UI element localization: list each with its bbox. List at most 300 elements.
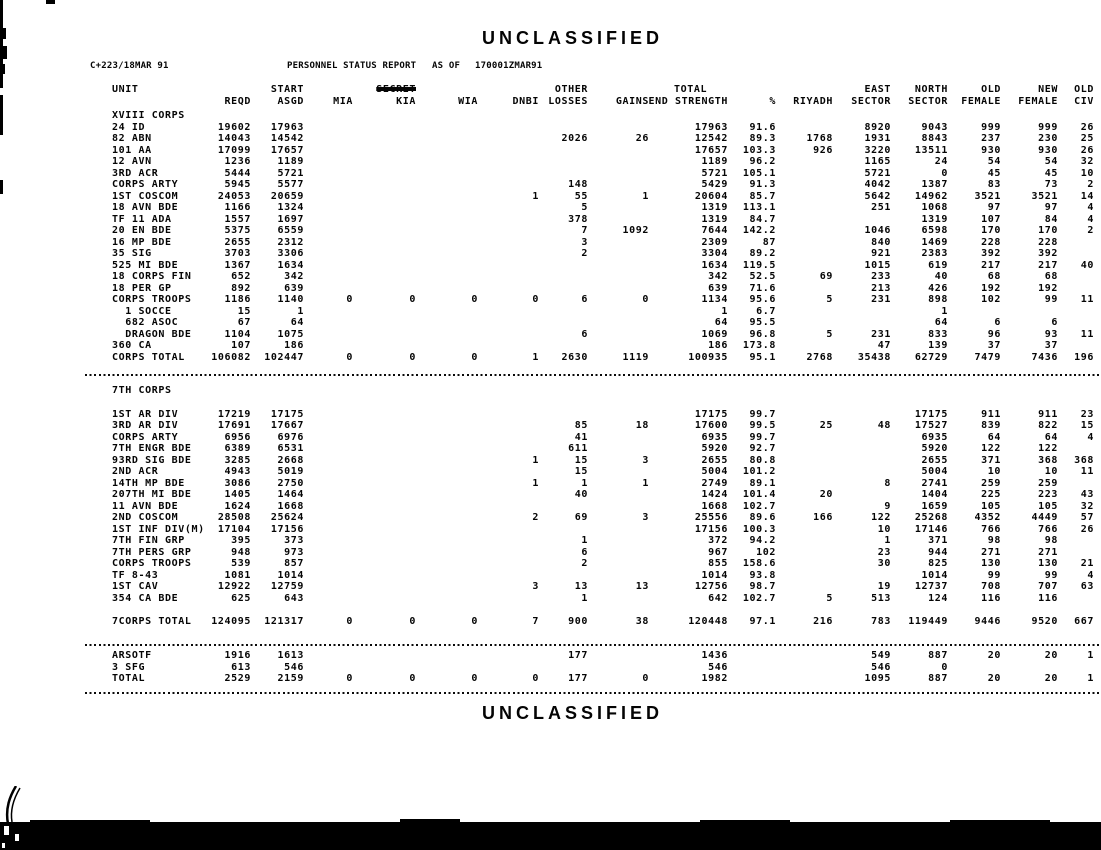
cell-pct: 91.6 — [749, 121, 776, 133]
cell-end: 2749 — [701, 477, 728, 489]
column-header-top-oldf: OLD — [981, 84, 1001, 95]
cell-end: 967 — [708, 546, 728, 558]
cell-asgd: 1140 — [277, 294, 304, 305]
cell-oldciv: 26 — [1080, 144, 1094, 156]
cell-unit: 18 AVN BDE — [112, 202, 179, 213]
cell-east: 10 — [877, 523, 891, 535]
cell-asgd: 1464 — [277, 489, 304, 500]
cell-end: 25556 — [694, 512, 728, 523]
cell-oldf: 228 — [981, 236, 1001, 248]
cell-north: 6935 — [921, 431, 948, 443]
cell-north: 426 — [928, 282, 948, 294]
scan-artifact — [4, 826, 9, 835]
column-header-east: SECTOR — [851, 95, 891, 107]
cell-oldf: 105 — [981, 500, 1001, 512]
cell-pct: 101.2 — [742, 466, 776, 477]
cell-oldf: 116 — [981, 592, 1001, 604]
scan-artifact — [0, 28, 6, 39]
cell-unit: 2ND COSCOM — [112, 512, 179, 523]
cell-end: 17963 — [694, 121, 728, 133]
cell-reqd: 2655 — [224, 236, 251, 248]
cell-end: 1982 — [701, 673, 728, 684]
cell-oldf: 708 — [981, 581, 1001, 592]
cell-oldciv: 667 — [1074, 615, 1094, 627]
cell-oldciv: 10 — [1080, 167, 1094, 179]
cell-end: 17156 — [694, 523, 728, 535]
cell-reqd: 1367 — [224, 259, 251, 271]
cell-north: 2655 — [921, 454, 948, 466]
column-header-top-oldciv: OLD — [1074, 84, 1094, 95]
cell-oldf: 839 — [981, 420, 1001, 431]
cell-dnbi: 1 — [532, 477, 539, 489]
cell-dnbi: 1 — [532, 351, 539, 363]
cell-gains: 0 — [642, 294, 649, 305]
cell-oldf: 68 — [987, 271, 1001, 282]
cell-oldf: 237 — [981, 133, 1001, 144]
cell-reqd: 1186 — [224, 294, 251, 305]
cell-dnbi: 0 — [532, 294, 539, 305]
cell-unit: 7CORPS TOTAL — [112, 615, 192, 627]
cell-reqd: 3285 — [224, 454, 251, 466]
cell-unit: 3RD AR DIV — [112, 420, 179, 431]
cell-end: 3304 — [701, 248, 728, 259]
cell-riyadh: 1768 — [806, 133, 833, 144]
cell-reqd: 3703 — [224, 248, 251, 259]
cell-gains: 1 — [642, 190, 649, 202]
cell-north: 1469 — [921, 236, 948, 248]
column-header-oldciv: CIV — [1074, 95, 1094, 107]
cell-oldf: 225 — [981, 489, 1001, 500]
cell-end: 5920 — [701, 443, 728, 454]
cell-oldciv: 15 — [1080, 420, 1094, 431]
cell-dnbi: 1 — [532, 454, 539, 466]
cell-end: 20604 — [694, 190, 728, 202]
cell-newf: 4449 — [1031, 512, 1058, 523]
cell-oldf: 54 — [987, 156, 1001, 167]
cell-asgd: 1668 — [277, 500, 304, 512]
cell-asgd: 14542 — [270, 133, 304, 144]
cell-asgd: 6976 — [277, 431, 304, 443]
cell-pct: 101.4 — [742, 489, 776, 500]
cell-riyadh: 25 — [819, 420, 833, 431]
cell-east: 1 — [884, 535, 891, 546]
cell-asgd: 2668 — [277, 454, 304, 466]
cell-reqd: 892 — [231, 282, 251, 294]
cell-oldf: 97 — [987, 202, 1001, 213]
cell-unit: 2ND ACR — [112, 466, 159, 477]
cell-north: 64 — [934, 317, 948, 328]
cell-newf: 217 — [1038, 259, 1058, 271]
cell-end: 186 — [708, 340, 728, 351]
cell-unit: 7TH ENGR BDE — [112, 443, 192, 454]
cell-asgd: 639 — [284, 282, 304, 294]
report-title: PERSONNEL STATUS REPORT — [287, 61, 417, 71]
cell-newf: 68 — [1044, 271, 1058, 282]
cell-pct: 95.5 — [749, 317, 776, 328]
cell-pct: 89.1 — [749, 477, 776, 489]
dotted-separator — [85, 374, 1101, 376]
cell-reqd: 2529 — [224, 673, 251, 684]
cell-end: 1069 — [701, 328, 728, 340]
cell-newf: 766 — [1038, 523, 1058, 535]
cell-gains: 13 — [635, 581, 649, 592]
cell-east: 30 — [877, 558, 891, 569]
classification-banner-bottom: UNCLASSIFIED — [481, 703, 663, 723]
cell-north: 17175 — [914, 408, 948, 420]
cell-unit: 207TH MI BDE — [112, 489, 192, 500]
cell-newf: 20 — [1044, 650, 1058, 661]
cell-north: 833 — [928, 328, 948, 340]
cell-end: 855 — [708, 558, 728, 569]
cell-losses: 2026 — [561, 133, 588, 144]
cell-end: 12542 — [694, 133, 728, 144]
cell-north: 944 — [928, 546, 948, 558]
cell-oldf: 217 — [981, 259, 1001, 271]
cell-unit: 682 ASOC — [112, 317, 179, 328]
scan-artifact — [2, 843, 5, 848]
cell-asgd: 102447 — [264, 351, 304, 363]
cell-reqd: 395 — [231, 535, 251, 546]
cell-newf: 7436 — [1031, 351, 1058, 363]
cell-newf: 73 — [1044, 179, 1058, 190]
cell-gains: 3 — [642, 512, 649, 523]
cell-losses: 41 — [574, 431, 588, 443]
cell-oldf: 271 — [981, 546, 1001, 558]
cell-riyadh: 5 — [826, 328, 833, 340]
cell-losses: 7 — [581, 225, 588, 236]
cell-oldciv: 32 — [1080, 156, 1094, 167]
column-header-end: END STRENGTH — [648, 95, 728, 107]
cell-unit: DRAGON BDE — [112, 328, 192, 340]
cell-losses: 2 — [581, 558, 588, 569]
cell-end: 1134 — [701, 294, 728, 305]
cell-oldciv: 11 — [1080, 294, 1094, 305]
cell-asgd: 1014 — [277, 569, 304, 581]
cell-asgd: 342 — [284, 271, 304, 282]
cell-newf: 999 — [1038, 121, 1058, 133]
cell-east: 231 — [871, 328, 891, 340]
cell-pct: 99.7 — [749, 408, 776, 420]
cell-oldciv: 11 — [1080, 466, 1094, 477]
cell-kia: 0 — [409, 615, 416, 627]
column-header-wia: WIA — [458, 95, 478, 107]
cell-unit: 35 SIG — [112, 248, 152, 259]
cell-asgd: 1 — [297, 305, 304, 317]
cell-north: 887 — [928, 673, 948, 684]
cell-newf: 259 — [1038, 477, 1058, 489]
section-label: XVIII CORPS — [112, 110, 185, 121]
scan-artifact — [0, 95, 3, 135]
cell-reqd: 5444 — [224, 167, 251, 179]
cell-newf: 64 — [1044, 431, 1058, 443]
cell-reqd: 106082 — [211, 351, 251, 363]
cell-end: 5429 — [701, 179, 728, 190]
cell-newf: 105 — [1038, 500, 1058, 512]
cell-unit: 101 AA — [112, 144, 152, 156]
column-header-mia: MIA — [333, 95, 353, 107]
cell-losses: 3 — [581, 236, 588, 248]
cell-unit: 1ST CAV — [112, 581, 159, 592]
cell-end: 1668 — [701, 500, 728, 512]
cell-east: 4042 — [864, 179, 891, 190]
cell-losses: 15 — [574, 466, 588, 477]
cell-asgd: 643 — [284, 592, 304, 604]
cell-asgd: 6559 — [277, 225, 304, 236]
cell-reqd: 1081 — [224, 569, 251, 581]
cell-oldf: 392 — [981, 248, 1001, 259]
cell-unit: 82 ABN — [112, 133, 152, 144]
cell-reqd: 15 — [237, 305, 251, 317]
cell-riyadh: 2768 — [806, 351, 833, 363]
page-curl-artifact — [2, 786, 22, 826]
cell-end: 64 — [714, 317, 728, 328]
cell-pct: 94.2 — [749, 535, 776, 546]
cell-oldciv: 14 — [1080, 190, 1094, 202]
cell-newf: 9520 — [1031, 615, 1058, 627]
cell-losses: 69 — [574, 512, 588, 523]
cell-asgd: 373 — [284, 535, 304, 546]
cell-reqd: 107 — [231, 340, 251, 351]
cell-asgd: 6531 — [277, 443, 304, 454]
cell-mia: 0 — [346, 294, 353, 305]
cell-end: 1634 — [701, 259, 728, 271]
cell-east: 122 — [871, 512, 891, 523]
section-label: 7TH CORPS — [112, 385, 172, 396]
cell-end: 120448 — [688, 615, 728, 627]
cell-north: 8843 — [921, 133, 948, 144]
cell-unit: 525 MI BDE — [112, 259, 179, 271]
cell-east: 783 — [871, 615, 891, 627]
cell-reqd: 17691 — [217, 420, 251, 431]
cell-north: 139 — [928, 340, 948, 351]
cell-oldf: 64 — [987, 431, 1001, 443]
cell-asgd: 857 — [284, 558, 304, 569]
cell-pct: 92.7 — [749, 443, 776, 454]
cell-north: 825 — [928, 558, 948, 569]
column-header-pct: % — [769, 95, 776, 107]
cell-north: 17146 — [914, 523, 948, 535]
cell-oldf: 10 — [987, 466, 1001, 477]
column-header-unit: UNIT — [112, 84, 139, 95]
cell-reqd: 28508 — [217, 512, 251, 523]
column-header-dnbi: DNBI — [512, 95, 539, 107]
column-header-reqd: REQD — [224, 95, 251, 107]
cell-gains: 26 — [635, 133, 649, 144]
cell-oldf: 3521 — [974, 190, 1001, 202]
cell-wia: 0 — [471, 351, 478, 363]
cell-gains: 3 — [642, 454, 649, 466]
cell-north: 24 — [934, 156, 948, 167]
cell-asgd: 5721 — [277, 167, 304, 179]
cell-reqd: 17219 — [217, 408, 251, 420]
cell-end: 2655 — [701, 454, 728, 466]
cell-reqd: 3086 — [224, 477, 251, 489]
column-header-top-end: TOTAL — [674, 84, 708, 95]
cell-pct: 99.5 — [749, 420, 776, 431]
cell-losses: 40 — [574, 489, 588, 500]
cell-riyadh: 166 — [813, 512, 833, 523]
cell-north: 1404 — [921, 489, 948, 500]
cell-north: 1319 — [921, 213, 948, 225]
cell-losses: 900 — [568, 615, 588, 627]
cell-oldf: 911 — [981, 408, 1001, 420]
cell-asgd: 12759 — [270, 581, 304, 592]
cell-oldf: 37 — [987, 340, 1001, 351]
cell-end: 17657 — [694, 144, 728, 156]
column-header-riyadh: RIYADH — [793, 95, 833, 107]
cell-oldf: 20 — [987, 673, 1001, 684]
cell-reqd: 1166 — [224, 202, 251, 213]
cell-reqd: 1405 — [224, 489, 251, 500]
cell-north: 1 — [941, 305, 948, 317]
cell-north: 1014 — [921, 569, 948, 581]
cell-pct: 96.2 — [749, 156, 776, 167]
scan-artifact — [46, 0, 55, 4]
cell-north: 1387 — [921, 179, 948, 190]
cell-asgd: 17963 — [270, 121, 304, 133]
cell-losses: 55 — [574, 190, 588, 202]
cell-unit: 1ST COSCOM — [112, 190, 179, 202]
cell-asgd: 1324 — [277, 202, 304, 213]
scan-artifact — [400, 819, 460, 823]
cell-losses: 1 — [581, 535, 588, 546]
cell-pct: 91.3 — [749, 179, 776, 190]
cell-north: 13511 — [914, 144, 948, 156]
cell-east: 19 — [877, 581, 891, 592]
cell-losses: 2 — [581, 248, 588, 259]
cell-dnbi: 3 — [532, 581, 539, 592]
cell-unit: 12 AVN — [112, 156, 152, 167]
cell-newf: 230 — [1038, 133, 1058, 144]
cell-oldciv: 2 — [1087, 225, 1094, 236]
cell-east: 5721 — [864, 167, 891, 179]
cell-east: 8 — [884, 477, 891, 489]
cell-newf: 37 — [1044, 340, 1058, 351]
cell-newf: 392 — [1038, 248, 1058, 259]
cell-unit: 1ST AR DIV — [112, 408, 179, 420]
cell-pct: 93.8 — [749, 569, 776, 581]
cell-asgd: 20659 — [270, 190, 304, 202]
cell-end: 342 — [708, 271, 728, 282]
cell-losses: 611 — [568, 443, 588, 454]
cell-oldciv: 32 — [1080, 500, 1094, 512]
cell-riyadh: 926 — [813, 144, 833, 156]
cell-east: 47 — [877, 340, 891, 351]
cell-pct: 71.6 — [749, 282, 776, 294]
cell-newf: 54 — [1044, 156, 1058, 167]
cell-oldf: 9446 — [974, 615, 1001, 627]
cell-losses: 378 — [568, 213, 588, 225]
scan-artifact — [0, 46, 7, 59]
cell-newf: 99 — [1044, 294, 1058, 305]
cell-newf: 707 — [1038, 581, 1058, 592]
cell-reqd: 17104 — [217, 523, 251, 535]
cell-end: 7644 — [701, 225, 728, 236]
scan-artifact — [0, 0, 3, 88]
cell-north: 2741 — [921, 477, 948, 489]
as-of-value: 170001ZMAR91 — [475, 61, 543, 71]
cell-pct: 52.5 — [749, 271, 776, 282]
cell-newf: 122 — [1038, 443, 1058, 454]
cell-losses: 6 — [581, 328, 588, 340]
cell-pct: 97.1 — [749, 615, 776, 627]
cell-oldf: 83 — [987, 179, 1001, 190]
cell-asgd: 2312 — [277, 236, 304, 248]
cell-reqd: 1236 — [224, 156, 251, 167]
cell-east: 8920 — [864, 121, 891, 133]
cell-east: 251 — [871, 202, 891, 213]
cell-north: 5920 — [921, 443, 948, 454]
cell-oldf: 930 — [981, 144, 1001, 156]
cell-reqd: 19602 — [217, 121, 251, 133]
column-header-top-kia: SECRET — [376, 84, 416, 95]
cell-newf: 84 — [1044, 213, 1058, 225]
cell-east: 5642 — [864, 190, 891, 202]
cell-reqd: 14043 — [217, 133, 251, 144]
cell-reqd: 652 — [231, 271, 251, 282]
cell-newf: 911 — [1038, 408, 1058, 420]
cell-north: 62729 — [914, 351, 948, 363]
cell-oldciv: 4 — [1087, 213, 1094, 225]
cell-end: 6935 — [701, 431, 728, 443]
cell-pct: 100.3 — [742, 523, 776, 535]
cell-reqd: 948 — [231, 546, 251, 558]
cell-oldciv: 23 — [1080, 408, 1094, 420]
cell-east: 231 — [871, 294, 891, 305]
cell-north: 124 — [928, 592, 948, 604]
cell-newf: 368 — [1038, 454, 1058, 466]
cell-kia: 0 — [409, 294, 416, 305]
cell-unit: TF 11 ADA — [112, 213, 172, 225]
cell-pct: 99.7 — [749, 431, 776, 443]
cell-newf: 3521 — [1031, 190, 1058, 202]
cell-unit: TOTAL — [112, 673, 146, 684]
cell-losses: 2630 — [561, 351, 588, 363]
cell-oldciv: 368 — [1074, 454, 1094, 466]
cell-east: 1931 — [864, 133, 891, 144]
cell-losses: 148 — [568, 179, 588, 190]
cell-unit: 93RD SIG BDE — [112, 454, 192, 466]
cell-newf: 99 — [1044, 569, 1058, 581]
cell-unit: 11 AVN BDE — [112, 500, 179, 512]
cell-oldciv: 1 — [1087, 650, 1094, 661]
cell-pct: 142.2 — [742, 225, 776, 236]
cell-end: 5721 — [701, 167, 728, 179]
cell-end: 1436 — [701, 650, 728, 661]
cell-oldciv: 26 — [1080, 523, 1094, 535]
cell-east: 233 — [871, 271, 891, 282]
cell-end: 1424 — [701, 489, 728, 500]
classification-banner-top: UNCLASSIFIED — [481, 28, 663, 48]
cell-oldciv: 43 — [1080, 489, 1094, 500]
column-header-top-losses: OTHER — [554, 84, 588, 95]
cell-pct: 95.6 — [749, 294, 776, 305]
cell-riyadh: 5 — [826, 294, 833, 305]
cell-reqd: 12922 — [217, 581, 251, 592]
cell-pct: 102.7 — [742, 500, 776, 512]
cell-oldf: 96 — [987, 328, 1001, 340]
cell-oldciv: 57 — [1080, 512, 1094, 523]
cell-asgd: 64 — [290, 317, 304, 328]
cell-oldciv: 4 — [1087, 569, 1094, 581]
cell-oldciv: 196 — [1074, 351, 1094, 363]
scan-artifact — [0, 180, 3, 194]
cell-pct: 80.8 — [749, 454, 776, 466]
cell-east: 9 — [884, 500, 891, 512]
cell-mia: 0 — [346, 673, 353, 684]
cell-reqd: 625 — [231, 592, 251, 604]
column-header-gains: GAINS — [615, 95, 649, 107]
